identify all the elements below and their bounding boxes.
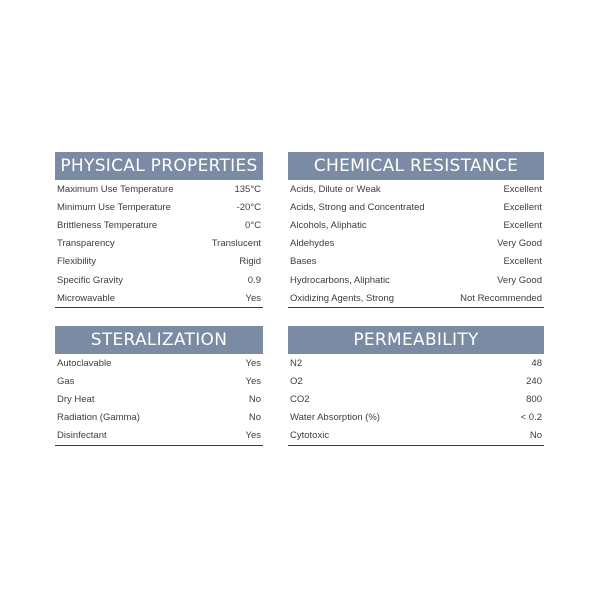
row-label: Alcohols, Aliphatic — [290, 219, 367, 231]
chemical-resistance-title: CHEMICAL RESISTANCE — [288, 152, 544, 180]
table-row — [55, 390, 263, 408]
row-label: Specific Gravity — [57, 274, 123, 286]
row-value: Not Recommended — [460, 292, 542, 304]
row-value: Excellent — [503, 219, 542, 231]
row-label: Radiation (Gamma) — [57, 412, 140, 424]
row-value: Rigid — [239, 256, 261, 268]
table-row — [55, 216, 263, 234]
permeability-rows — [288, 354, 544, 446]
row-value: 0°C — [245, 219, 261, 231]
row-value: Very Good — [497, 238, 542, 250]
table-row — [288, 354, 544, 372]
chemical-resistance-panel — [288, 152, 544, 308]
sterilization-title: STERALIZATION — [55, 326, 263, 354]
row-value: Very Good — [497, 274, 542, 286]
row-value: Yes — [245, 357, 261, 369]
row-label: Flexibility — [57, 256, 97, 268]
row-value: No — [529, 430, 542, 442]
row-value: Excellent — [503, 183, 542, 195]
row-label: Maximum Use Temperature — [57, 183, 174, 195]
row-value: 135°C — [234, 183, 261, 195]
row-value: Excellent — [503, 256, 542, 268]
row-value: 48 — [531, 357, 542, 369]
row-value: Excellent — [503, 201, 542, 213]
sterilization-panel — [55, 326, 263, 446]
sterilization-rows — [55, 354, 263, 446]
row-label: Transparency — [57, 238, 115, 250]
row-value: Translucent — [211, 238, 261, 250]
row-label: Gas — [57, 375, 75, 387]
row-label: Cytotoxic — [290, 430, 330, 442]
row-value: No — [248, 393, 261, 405]
table-row — [55, 409, 263, 427]
row-label: Water Absorption (%) — [290, 412, 380, 424]
table-row — [288, 409, 544, 427]
row-label: Dry Heat — [57, 393, 95, 405]
table-row — [55, 271, 263, 289]
table-row — [55, 180, 263, 198]
row-label: Acids, Dilute or Weak — [290, 183, 381, 195]
physical-properties-rows — [55, 180, 263, 308]
table-row — [288, 372, 544, 390]
row-label: Autoclavable — [57, 357, 112, 369]
row-label: Brittleness Temperature — [57, 219, 158, 231]
row-value: Yes — [245, 375, 261, 387]
row-label: Disinfectant — [57, 430, 107, 442]
table-row — [288, 390, 544, 408]
row-label: CO2 — [290, 393, 310, 405]
row-label: Hydrocarbons, Aliphatic — [290, 274, 390, 286]
row-label: Microwavable — [57, 292, 116, 304]
physical-properties-panel — [55, 152, 263, 308]
row-value: No — [248, 412, 261, 424]
row-value: 240 — [526, 375, 542, 387]
table-row — [55, 354, 263, 372]
table-row — [55, 289, 263, 307]
permeability-panel — [288, 326, 544, 446]
table-row — [55, 198, 263, 216]
row-value: -20°C — [236, 201, 261, 213]
table-row — [55, 427, 263, 445]
table-row — [55, 372, 263, 390]
table-row — [288, 427, 544, 445]
row-label: Acids, Strong and Concentrated — [290, 201, 425, 213]
row-label: N2 — [290, 357, 303, 369]
table-row — [55, 253, 263, 271]
chemical-resistance-rows — [288, 180, 544, 308]
table-row — [288, 271, 544, 289]
row-value: < 0.2 — [520, 412, 542, 424]
table-row — [288, 253, 544, 271]
row-label: Oxidizing Agents, Strong — [290, 292, 395, 304]
row-label: Minimum Use Temperature — [57, 201, 171, 213]
row-label: Aldehydes — [290, 238, 335, 250]
row-value: Yes — [245, 292, 261, 304]
row-value: Yes — [245, 430, 261, 442]
table-row — [288, 289, 544, 307]
table-row — [288, 198, 544, 216]
row-value: 0.9 — [247, 274, 261, 286]
table-row — [288, 180, 544, 198]
row-label: Bases — [290, 256, 317, 268]
table-row — [288, 216, 544, 234]
physical-properties-title: PHYSICAL PROPERTIES — [55, 152, 263, 180]
row-value: 800 — [526, 393, 542, 405]
table-row — [55, 235, 263, 253]
permeability-title: PERMEABILITY — [288, 326, 544, 354]
table-row — [288, 235, 544, 253]
row-label: O2 — [290, 375, 303, 387]
